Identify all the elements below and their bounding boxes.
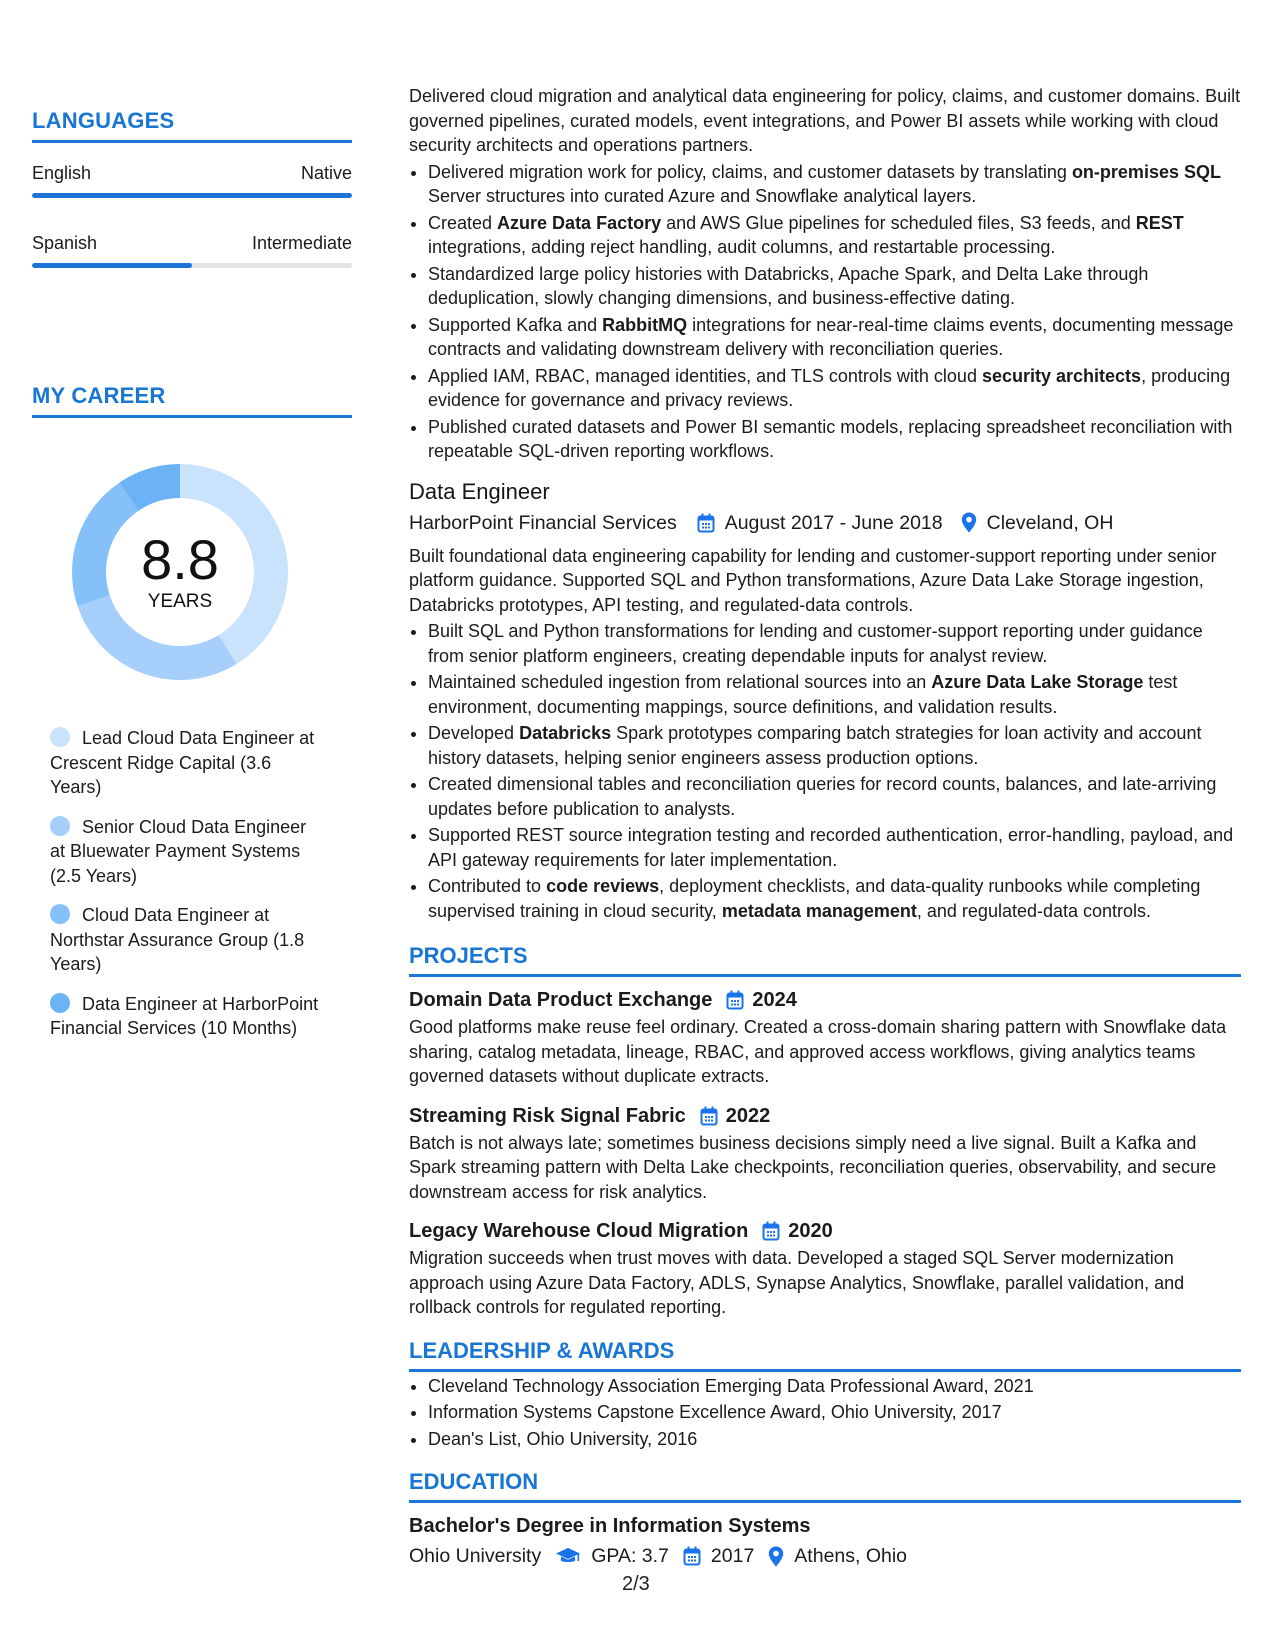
language-level: Intermediate [251,233,352,253]
job-dates: August 2017 - June 2018 [724,511,943,534]
job-company: HarborPoint Financial Services [409,511,677,534]
career-legend-item [50,726,320,800]
language-level: Native [300,163,352,183]
bullet-item: • Created dimensional tables and reconciliation queries for record counts, balances, and late-arriving updates before publication to analysts. [428,772,1241,821]
bullet-item: • Supported REST source integration testing and recorded authentication, error-handling, payload, and API gateway requirements for later implementation. [428,823,1241,872]
bullet-item: • Maintained scheduled ingestion from relational sources into an Azure Data Lake Storage test environment, documenting mappings, source definitions, and validation results. [428,670,1241,719]
project-description: Good platforms make reuse feel ordinary. Created a cross-domain sharing pattern with Snowflake data sharing, catalog metadata, lineage, RBAC, and approved access workflows, giving analytics teams governed datasets without duplicate extracts. [409,1017,1227,1086]
project-header [409,1103,1241,1129]
calendar-icon [700,1106,718,1126]
bullet-item: • Standardized large policy histories with Databricks, Apache Spark, and Delta Lake through deduplication, slowly changing dimensions, and business-effective dating. [428,262,1241,311]
calendar-icon [762,1221,780,1241]
bullet-item: • Created Azure Data Factory and AWS Glue pipelines for scheduled files, S3 feeds, and REST integrations, adding reject handling, audit columns, and restartable processing. [428,211,1241,260]
calendar-icon [726,990,744,1010]
career-legend-label: Data Engineer at HarborPoint Financial Services (10 Months) [50,993,319,1038]
language-proficiency-fill [32,193,352,198]
project-name: Legacy Warehouse Cloud Migration [409,1220,749,1242]
language-proficiency-bar [32,263,352,268]
graduation-cap-icon [555,1547,581,1565]
project-year: 2024 [752,989,797,1011]
language-row [32,231,352,301]
right-column [409,84,1241,1569]
education-year: 2017 [710,1545,755,1567]
bullet-item: • Supported Kafka and RabbitMQ integrations for near-real-time claims events, documenting message contracts and validating downstream delivery with reconciliation queries. [428,313,1241,362]
awards-list [409,1374,1241,1452]
career-legend [32,726,352,1041]
previous-role-bullets [409,160,1241,464]
career-total-unit: YEARS [147,591,213,612]
education-location: Athens, Ohio [794,1545,908,1567]
previous-role-summary: Delivered cloud migration and analytical data engineering for policy, claims, and customer domains. Built governed pipelines, curated models, event integrations, and Power BI assets while working with cloud security architects and operations partners. [409,86,1241,155]
education-heading: EDUCATION [409,1469,1241,1503]
calendar-icon [683,1546,701,1566]
project-header [409,987,1241,1013]
bullet-item: • Built SQL and Python transformations for lending and customer-support reporting under guidance from senior platform engineers, creating dependable inputs for analyst review. [428,619,1241,668]
education-gpa: GPA: 3.7 [591,1545,669,1567]
job-summary: Built foundational data engineering capability for lending and customer-support reporting under senior platform guidance. Supported SQL and Python transformations, Azure Data Lake Storage ingestion, Databricks prototypes, API testing, and regulated-data controls. [409,545,1217,615]
left-column [32,108,352,1056]
project-name: Streaming Risk Signal Fabric [409,1104,686,1127]
location-pin-icon [961,512,977,533]
job-title: Data Engineer [409,478,550,504]
career-legend-item [50,815,320,889]
calendar-icon [697,513,715,533]
legend-dot-icon [50,993,70,1013]
career-donut-chart [64,456,296,688]
education-meta-row [409,1543,1241,1569]
languages-list [32,161,352,301]
job-bullets [409,619,1241,923]
bullet-item: • Delivered migration work for policy, claims, and customer datasets by translating on-premises SQL Server structures into curated Azure and Snowflake analytical layers. [428,160,1241,209]
project-header [409,1218,1241,1244]
awards-heading: LEADERSHIP & AWARDS [409,1338,1241,1372]
page-number: 2/3 [622,1573,650,1595]
language-name: Spanish [32,233,98,253]
education-degree: Bachelor's Degree in Information Systems [409,1515,811,1537]
language-row [32,161,352,231]
bullet-item: • Applied IAM, RBAC, managed identities, and TLS controls with cloud security architects, producing evidence for governance and privacy reviews. [428,364,1241,413]
award-item: • Information Systems Capstone Excellence Award, Ohio University, 2017 [428,1400,1241,1425]
location-pin-icon [768,1546,784,1567]
language-proficiency-bar [32,193,352,198]
legend-dot-icon [50,904,70,924]
project-name: Domain Data Product Exchange [409,989,713,1011]
career-legend-item [50,992,320,1041]
bullet-item: • Published curated datasets and Power BI semantic models, replacing spreadsheet reconciliation with repeatable SQL-driven reporting workflows. [428,415,1241,464]
education-school: Ohio University [409,1545,542,1567]
career-legend-label: Cloud Data Engineer at Northstar Assurance Group (1.8 Years) [50,905,305,974]
career-total-value: 8.8 [141,528,219,591]
projects-heading: PROJECTS [409,943,1241,977]
career-legend-item [50,903,320,977]
language-name: English [32,163,92,183]
project-description: Migration succeeds when trust moves with data. Developed a staged SQL Server modernization approach using Azure Data Factory, ADLS, Synapse Analytics, Snowflake, parallel validation, and rollback controls for regulated reporting. [409,1248,1185,1317]
career-heading: MY CAREER [32,383,352,418]
career-legend-label: Lead Cloud Data Engineer at Crescent Ridge Capital (3.6 Years) [50,728,315,797]
career-legend-label: Senior Cloud Data Engineer at Bluewater Payment Systems (2.5 Years) [50,816,307,886]
legend-dot-icon [50,816,70,836]
legend-dot-icon [50,727,70,747]
project-year: 2020 [788,1220,833,1242]
award-item: • Cleveland Technology Association Emerging Data Professional Award, 2021 [428,1374,1241,1399]
project-year: 2022 [725,1104,771,1127]
project-description: Batch is not always late; sometimes business decisions simply need a live signal. Built a Kafka and Spark streaming pattern with Delta Lake checkpoints, reconciliation queries, observability, and secure downstream access for risk analytics. [409,1132,1217,1202]
job-meta-row [409,510,1241,536]
job-location: Cleveland, OH [986,511,1114,534]
languages-heading: LANGUAGES [32,108,352,143]
language-proficiency-fill [32,263,192,268]
award-item: • Dean's List, Ohio University, 2016 [428,1427,1241,1452]
bullet-item: • Contributed to code reviews, deployment checklists, and data-quality runbooks while completing supervised training in cloud security, metadata management, and regulated-data controls. [428,874,1241,923]
bullet-item: • Developed Databricks Spark prototypes comparing batch strategies for loan activity and account history datasets, helping senior engineers assess production options. [428,721,1241,770]
